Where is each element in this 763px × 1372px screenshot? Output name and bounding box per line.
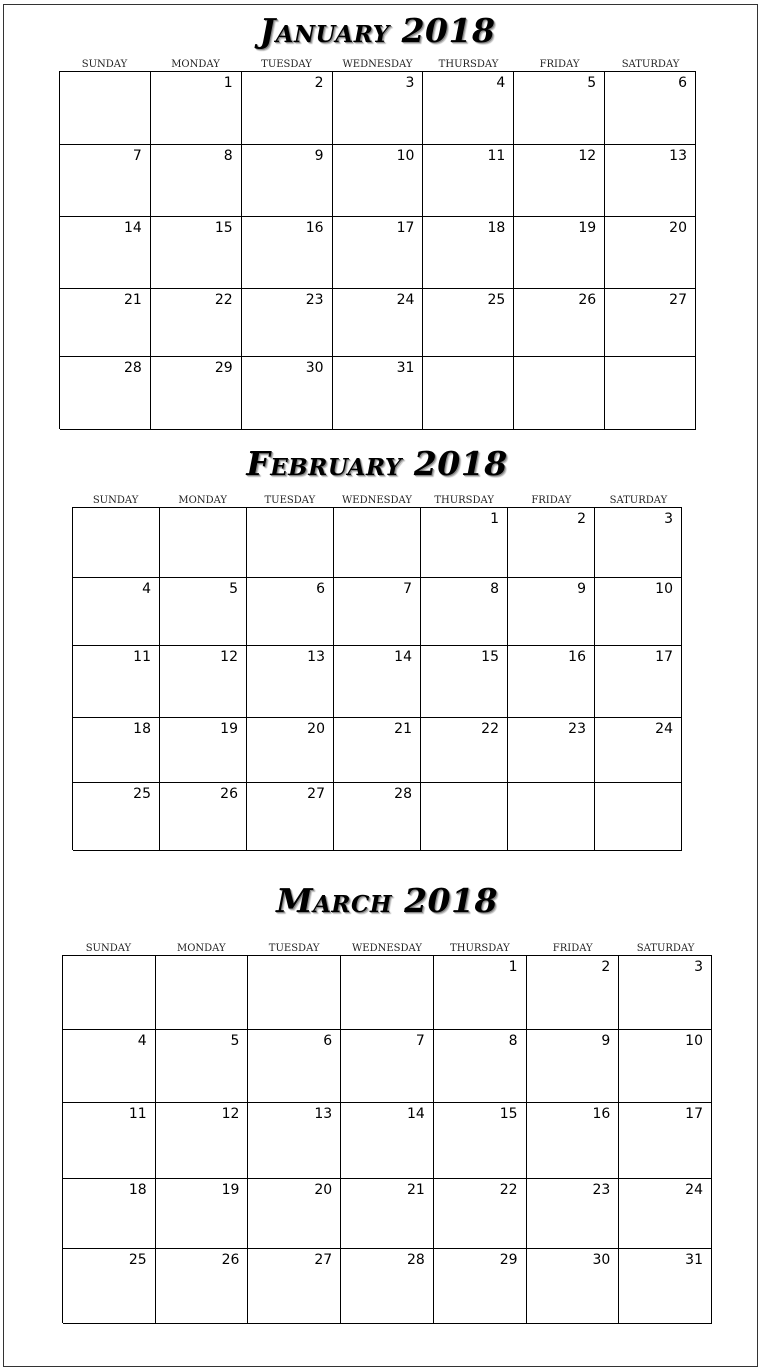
day-cell — [619, 1249, 712, 1324]
day-number: 31 — [685, 1252, 703, 1268]
day-cell — [156, 1249, 249, 1324]
day-number: 27 — [669, 292, 687, 308]
day-number: 22 — [214, 292, 233, 308]
empty-day-cell — [248, 956, 341, 1030]
weekday-label: MONDAY — [171, 59, 220, 70]
day-cell — [63, 1179, 156, 1249]
weekday-label: SUNDAY — [92, 495, 139, 506]
day-cell — [160, 646, 247, 718]
weekday-label: SATURDAY — [636, 943, 695, 954]
day-cell — [60, 289, 151, 357]
day-cell — [595, 646, 682, 718]
day-cell — [421, 508, 508, 578]
day-cell — [421, 646, 508, 718]
day-number: 28 — [124, 360, 142, 376]
day-number: 17 — [685, 1106, 703, 1122]
day-cell — [527, 1249, 620, 1324]
day-cell — [334, 646, 421, 718]
empty-day-cell — [63, 956, 156, 1030]
day-cell — [242, 72, 333, 145]
day-cell — [160, 578, 247, 646]
day-number: 8 — [508, 1033, 518, 1049]
day-cell — [334, 718, 421, 783]
day-cell — [242, 289, 333, 357]
day-cell — [514, 289, 605, 357]
day-cell — [619, 956, 712, 1030]
day-number: 22 — [481, 721, 499, 737]
day-number: 6 — [316, 581, 325, 597]
day-number: 25 — [487, 292, 506, 308]
weekday-label: SUNDAY — [81, 59, 128, 70]
day-cell — [156, 1179, 249, 1249]
day-cell — [63, 1103, 156, 1179]
month-title: March 2018 — [276, 881, 498, 920]
day-number: 22 — [499, 1182, 518, 1198]
day-cell — [73, 718, 160, 783]
day-cell — [60, 357, 151, 430]
day-cell — [423, 72, 514, 145]
day-cell — [514, 145, 605, 217]
day-number: 29 — [499, 1252, 518, 1268]
month-grid — [59, 71, 696, 429]
day-cell — [605, 289, 696, 357]
weekday-label: WEDNESDAY — [352, 943, 422, 954]
weekday-label: TUESDAY — [268, 943, 320, 954]
day-cell — [527, 1030, 620, 1103]
day-cell — [73, 783, 160, 851]
weekday-label: SUNDAY — [85, 943, 132, 954]
day-cell — [508, 718, 595, 783]
day-number: 10 — [685, 1033, 703, 1049]
day-number: 13 — [314, 1106, 333, 1122]
day-number: 25 — [133, 786, 151, 802]
month-calendar-february — [72, 439, 682, 855]
day-cell — [423, 289, 514, 357]
weekday-label: MONDAY — [178, 495, 228, 506]
day-cell — [73, 646, 160, 718]
day-number: 20 — [314, 1182, 333, 1198]
day-number: 24 — [655, 721, 673, 737]
empty-day-cell — [514, 357, 605, 430]
day-cell — [333, 289, 424, 357]
day-cell — [434, 1030, 527, 1103]
day-cell — [619, 1030, 712, 1103]
day-number: 30 — [592, 1252, 611, 1268]
day-number: 20 — [669, 220, 687, 236]
day-number: 7 — [415, 1033, 425, 1049]
day-number: 31 — [396, 360, 415, 376]
day-number: 15 — [499, 1106, 518, 1122]
weekday-label: THURSDAY — [450, 943, 510, 954]
empty-day-cell — [595, 783, 682, 851]
day-number: 18 — [487, 220, 506, 236]
day-cell — [619, 1103, 712, 1179]
day-cell — [151, 72, 242, 145]
day-number: 26 — [578, 292, 597, 308]
day-cell — [334, 578, 421, 646]
weekday-label: FRIDAY — [552, 943, 593, 954]
day-number: 12 — [221, 1106, 240, 1122]
day-number: 10 — [396, 148, 415, 164]
empty-day-cell — [605, 357, 696, 430]
day-number: 28 — [407, 1252, 425, 1268]
empty-day-cell — [341, 956, 434, 1030]
day-cell — [514, 72, 605, 145]
day-number: 4 — [496, 75, 506, 91]
day-cell — [160, 718, 247, 783]
day-number: 3 — [694, 959, 703, 975]
empty-day-cell — [247, 508, 334, 578]
day-cell — [333, 357, 424, 430]
empty-day-cell — [423, 357, 514, 430]
day-number: 19 — [578, 220, 597, 236]
day-cell — [248, 1030, 341, 1103]
day-number: 17 — [396, 220, 415, 236]
day-number: 5 — [587, 75, 597, 91]
empty-day-cell — [421, 783, 508, 851]
day-cell — [247, 578, 334, 646]
empty-day-cell — [156, 956, 249, 1030]
day-cell — [60, 217, 151, 289]
empty-day-cell — [60, 72, 151, 145]
day-number: 26 — [221, 1252, 240, 1268]
day-cell — [334, 783, 421, 851]
day-number: 8 — [223, 148, 233, 164]
day-number: 15 — [481, 649, 499, 665]
day-number: 13 — [307, 649, 325, 665]
day-number: 27 — [307, 786, 325, 802]
day-cell — [247, 783, 334, 851]
day-cell — [60, 145, 151, 217]
day-cell — [508, 646, 595, 718]
day-cell — [421, 718, 508, 783]
day-cell — [333, 145, 424, 217]
day-cell — [605, 145, 696, 217]
weekday-label: SATURDAY — [609, 495, 668, 506]
day-cell — [595, 718, 682, 783]
day-cell — [247, 718, 334, 783]
weekday-header-row — [62, 943, 712, 954]
day-number: 11 — [133, 649, 151, 665]
day-number: 3 — [405, 75, 415, 91]
day-cell — [73, 578, 160, 646]
day-cell — [434, 956, 527, 1030]
day-number: 12 — [220, 649, 238, 665]
day-number: 1 — [223, 75, 233, 91]
day-number: 26 — [220, 786, 238, 802]
month-grid — [62, 955, 712, 1323]
day-number: 1 — [490, 511, 499, 527]
day-cell — [434, 1103, 527, 1179]
day-number: 15 — [214, 220, 233, 236]
day-number: 18 — [128, 1182, 147, 1198]
empty-day-cell — [508, 783, 595, 851]
weekday-label: FRIDAY — [539, 59, 580, 70]
day-number: 23 — [592, 1182, 611, 1198]
weekday-header-row — [59, 59, 696, 70]
day-number: 6 — [678, 75, 687, 91]
day-number: 21 — [124, 292, 142, 308]
day-number: 2 — [601, 959, 611, 975]
day-number: 7 — [403, 581, 412, 597]
day-number: 14 — [407, 1106, 425, 1122]
weekday-label: SATURDAY — [621, 59, 680, 70]
month-title: February 2018 — [246, 444, 508, 483]
day-number: 23 — [568, 721, 586, 737]
day-cell — [151, 289, 242, 357]
day-cell — [242, 217, 333, 289]
day-number: 24 — [685, 1182, 703, 1198]
day-number: 16 — [305, 220, 324, 236]
weekday-label: MONDAY — [176, 943, 226, 954]
day-number: 2 — [314, 75, 324, 91]
empty-day-cell — [160, 508, 247, 578]
day-number: 19 — [221, 1182, 240, 1198]
day-cell — [341, 1179, 434, 1249]
weekday-header-row — [72, 495, 682, 506]
day-cell — [156, 1030, 249, 1103]
day-number: 3 — [664, 511, 673, 527]
day-number: 5 — [229, 581, 238, 597]
month-calendar-march — [62, 877, 712, 1327]
day-cell — [151, 357, 242, 430]
day-number: 5 — [230, 1033, 240, 1049]
day-cell — [247, 646, 334, 718]
day-number: 19 — [220, 721, 238, 737]
day-cell — [508, 578, 595, 646]
day-number: 17 — [655, 649, 673, 665]
day-cell — [434, 1249, 527, 1324]
weekday-label: WEDNESDAY — [342, 495, 412, 506]
day-cell — [527, 1103, 620, 1179]
weekday-label: TUESDAY — [264, 495, 316, 506]
month-title: January 2018 — [259, 11, 496, 50]
day-number: 9 — [577, 581, 586, 597]
day-number: 11 — [487, 148, 506, 164]
day-number: 20 — [307, 721, 325, 737]
day-cell — [341, 1103, 434, 1179]
weekday-label: THURSDAY — [434, 495, 494, 506]
day-cell — [242, 145, 333, 217]
weekday-label: THURSDAY — [438, 59, 499, 70]
day-number: 2 — [577, 511, 586, 527]
day-number: 8 — [490, 581, 499, 597]
day-number: 18 — [133, 721, 151, 737]
day-number: 12 — [578, 148, 597, 164]
day-number: 28 — [394, 786, 412, 802]
day-cell — [248, 1103, 341, 1179]
day-cell — [508, 508, 595, 578]
day-number: 25 — [128, 1252, 147, 1268]
day-cell — [242, 357, 333, 430]
day-cell — [595, 578, 682, 646]
day-cell — [341, 1030, 434, 1103]
day-cell — [421, 578, 508, 646]
day-cell — [160, 783, 247, 851]
day-cell — [605, 217, 696, 289]
day-number: 29 — [214, 360, 233, 376]
day-number: 10 — [655, 581, 673, 597]
day-cell — [248, 1249, 341, 1324]
day-cell — [434, 1179, 527, 1249]
day-cell — [423, 145, 514, 217]
day-number: 16 — [568, 649, 586, 665]
day-number: 11 — [128, 1106, 147, 1122]
month-calendar-january — [59, 5, 696, 435]
day-cell — [595, 508, 682, 578]
day-number: 21 — [407, 1182, 425, 1198]
day-number: 23 — [305, 292, 324, 308]
day-number: 9 — [314, 148, 324, 164]
weekday-label: FRIDAY — [531, 495, 572, 506]
day-number: 1 — [508, 959, 518, 975]
day-number: 16 — [592, 1106, 611, 1122]
day-cell — [619, 1179, 712, 1249]
day-cell — [63, 1030, 156, 1103]
empty-day-cell — [334, 508, 421, 578]
calendar-page-frame — [3, 4, 758, 1367]
day-cell — [151, 145, 242, 217]
day-cell — [341, 1249, 434, 1324]
weekday-label: WEDNESDAY — [342, 59, 413, 70]
day-cell — [333, 217, 424, 289]
day-cell — [527, 1179, 620, 1249]
day-number: 14 — [394, 649, 412, 665]
day-cell — [333, 72, 424, 145]
empty-day-cell — [73, 508, 160, 578]
day-number: 7 — [132, 148, 142, 164]
weekday-label: TUESDAY — [261, 59, 312, 70]
day-cell — [527, 956, 620, 1030]
day-cell — [605, 72, 696, 145]
month-grid — [72, 507, 682, 850]
day-cell — [514, 217, 605, 289]
day-number: 27 — [314, 1252, 333, 1268]
day-number: 30 — [305, 360, 324, 376]
day-number: 24 — [396, 292, 415, 308]
day-number: 9 — [601, 1033, 611, 1049]
day-cell — [151, 217, 242, 289]
day-cell — [63, 1249, 156, 1324]
day-cell — [423, 217, 514, 289]
day-number: 6 — [323, 1033, 333, 1049]
day-number: 4 — [142, 581, 151, 597]
day-number: 4 — [137, 1033, 147, 1049]
day-number: 13 — [669, 148, 687, 164]
day-number: 14 — [124, 220, 142, 236]
day-number: 21 — [394, 721, 412, 737]
day-cell — [248, 1179, 341, 1249]
day-cell — [156, 1103, 249, 1179]
